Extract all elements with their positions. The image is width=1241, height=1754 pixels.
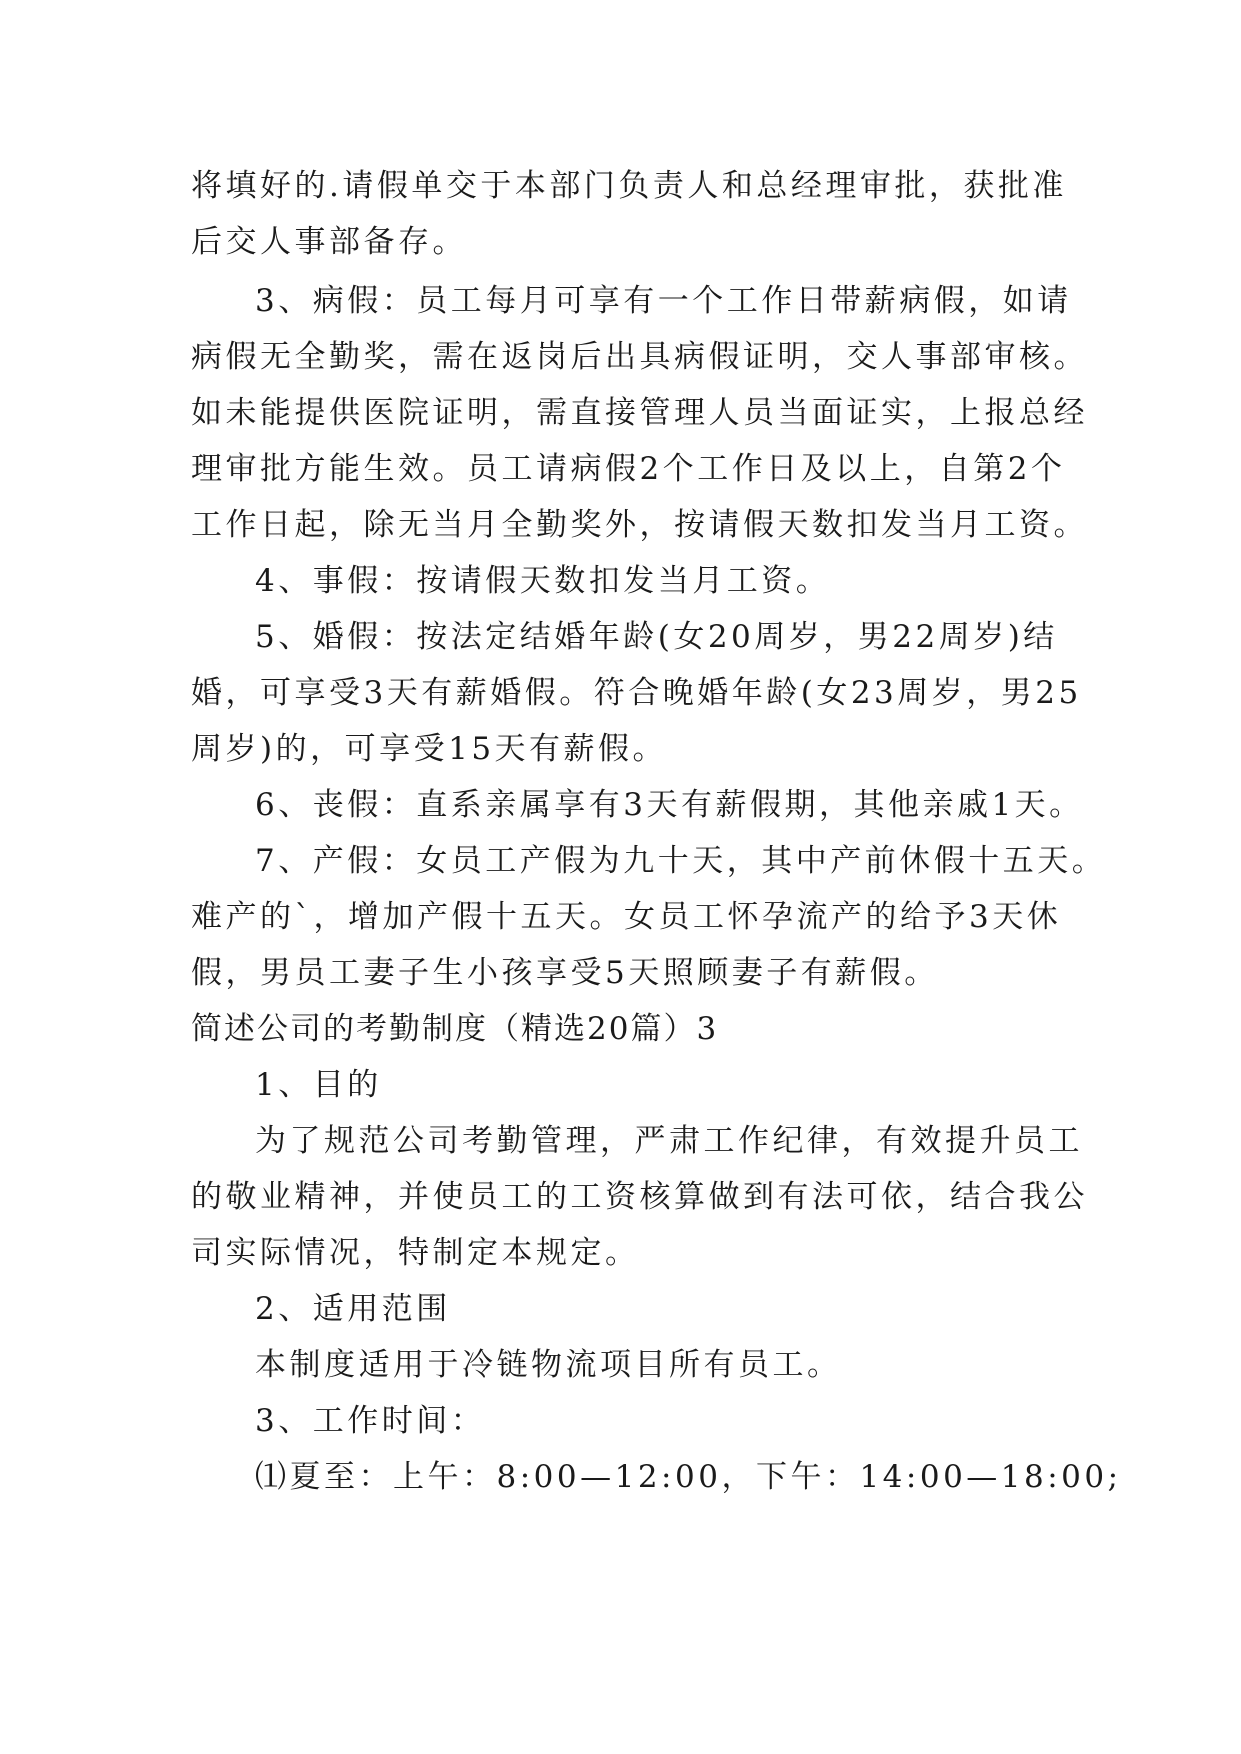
paragraph-line: 司实际情况，特制定本规定。 <box>191 1235 640 1271</box>
paragraph-line: 为了规范公司考勤管理，严肃工作纪律，有效提升员工 <box>255 1123 1083 1159</box>
paragraph-line: 难产的`，增加产假十五天。女员工怀孕流产的给予3天休 <box>191 899 1062 935</box>
paragraph-line: 周岁)的，可享受15天有薪假。 <box>191 731 668 767</box>
paragraph-line: 后交人事部备存。 <box>191 224 467 260</box>
paragraph-line: 将填好的.请假单交于本部门负责人和总经理审批，获批准 <box>191 168 1067 204</box>
paragraph-line: 工作日起，除无当月全勤奖外，按请假天数扣发当月工资。 <box>191 507 1088 543</box>
section-heading: 简述公司的考勤制度（精选20篇）3 <box>191 1011 719 1047</box>
paragraph-line: ⑴夏至：上午：8:00—12:00，下午：14:00—18:00; <box>255 1459 1122 1495</box>
paragraph-line: 6、丧假：直系亲属享有3天有薪假期，其他亲戚1天。 <box>255 787 1084 823</box>
paragraph-line: 假，男员工妻子生小孩享受5天照顾妻子有薪假。 <box>191 955 939 991</box>
paragraph-line: 本制度适用于冷链物流项目所有员工。 <box>255 1347 842 1383</box>
document-body <box>191 158 1122 1505</box>
paragraph-line: 2、适用范围 <box>255 1291 451 1327</box>
paragraph-line: 1、目的 <box>255 1067 382 1103</box>
paragraph-line: 如未能提供医院证明，需直接管理人员当面证实，上报总经 <box>191 395 1088 431</box>
paragraph-line: 4、事假：按请假天数扣发当月工资。 <box>255 563 831 599</box>
paragraph-line: 病假无全勤奖，需在返岗后出具病假证明，交人事部审核。 <box>191 339 1088 375</box>
paragraph-line: 理审批方能生效。员工请病假2个工作日及以上，自第2个 <box>191 451 1066 487</box>
paragraph-line: 婚，可享受3天有薪婚假。符合晚婚年龄(女23周岁，男25 <box>191 675 1082 711</box>
paragraph-line: 3、病假：员工每月可享有一个工作日带薪病假，如请 <box>255 283 1072 319</box>
paragraph-line: 的敬业精神，并使员工的工资核算做到有法可依，结合我公 <box>191 1179 1088 1215</box>
paragraph-line: 5、婚假：按法定结婚年龄(女20周岁，男22周岁)结 <box>255 619 1058 655</box>
paragraph-line: 7、产假：女员工产假为九十天，其中产前休假十五天。 <box>255 843 1107 879</box>
paragraph-line: 3、工作时间： <box>255 1403 486 1439</box>
